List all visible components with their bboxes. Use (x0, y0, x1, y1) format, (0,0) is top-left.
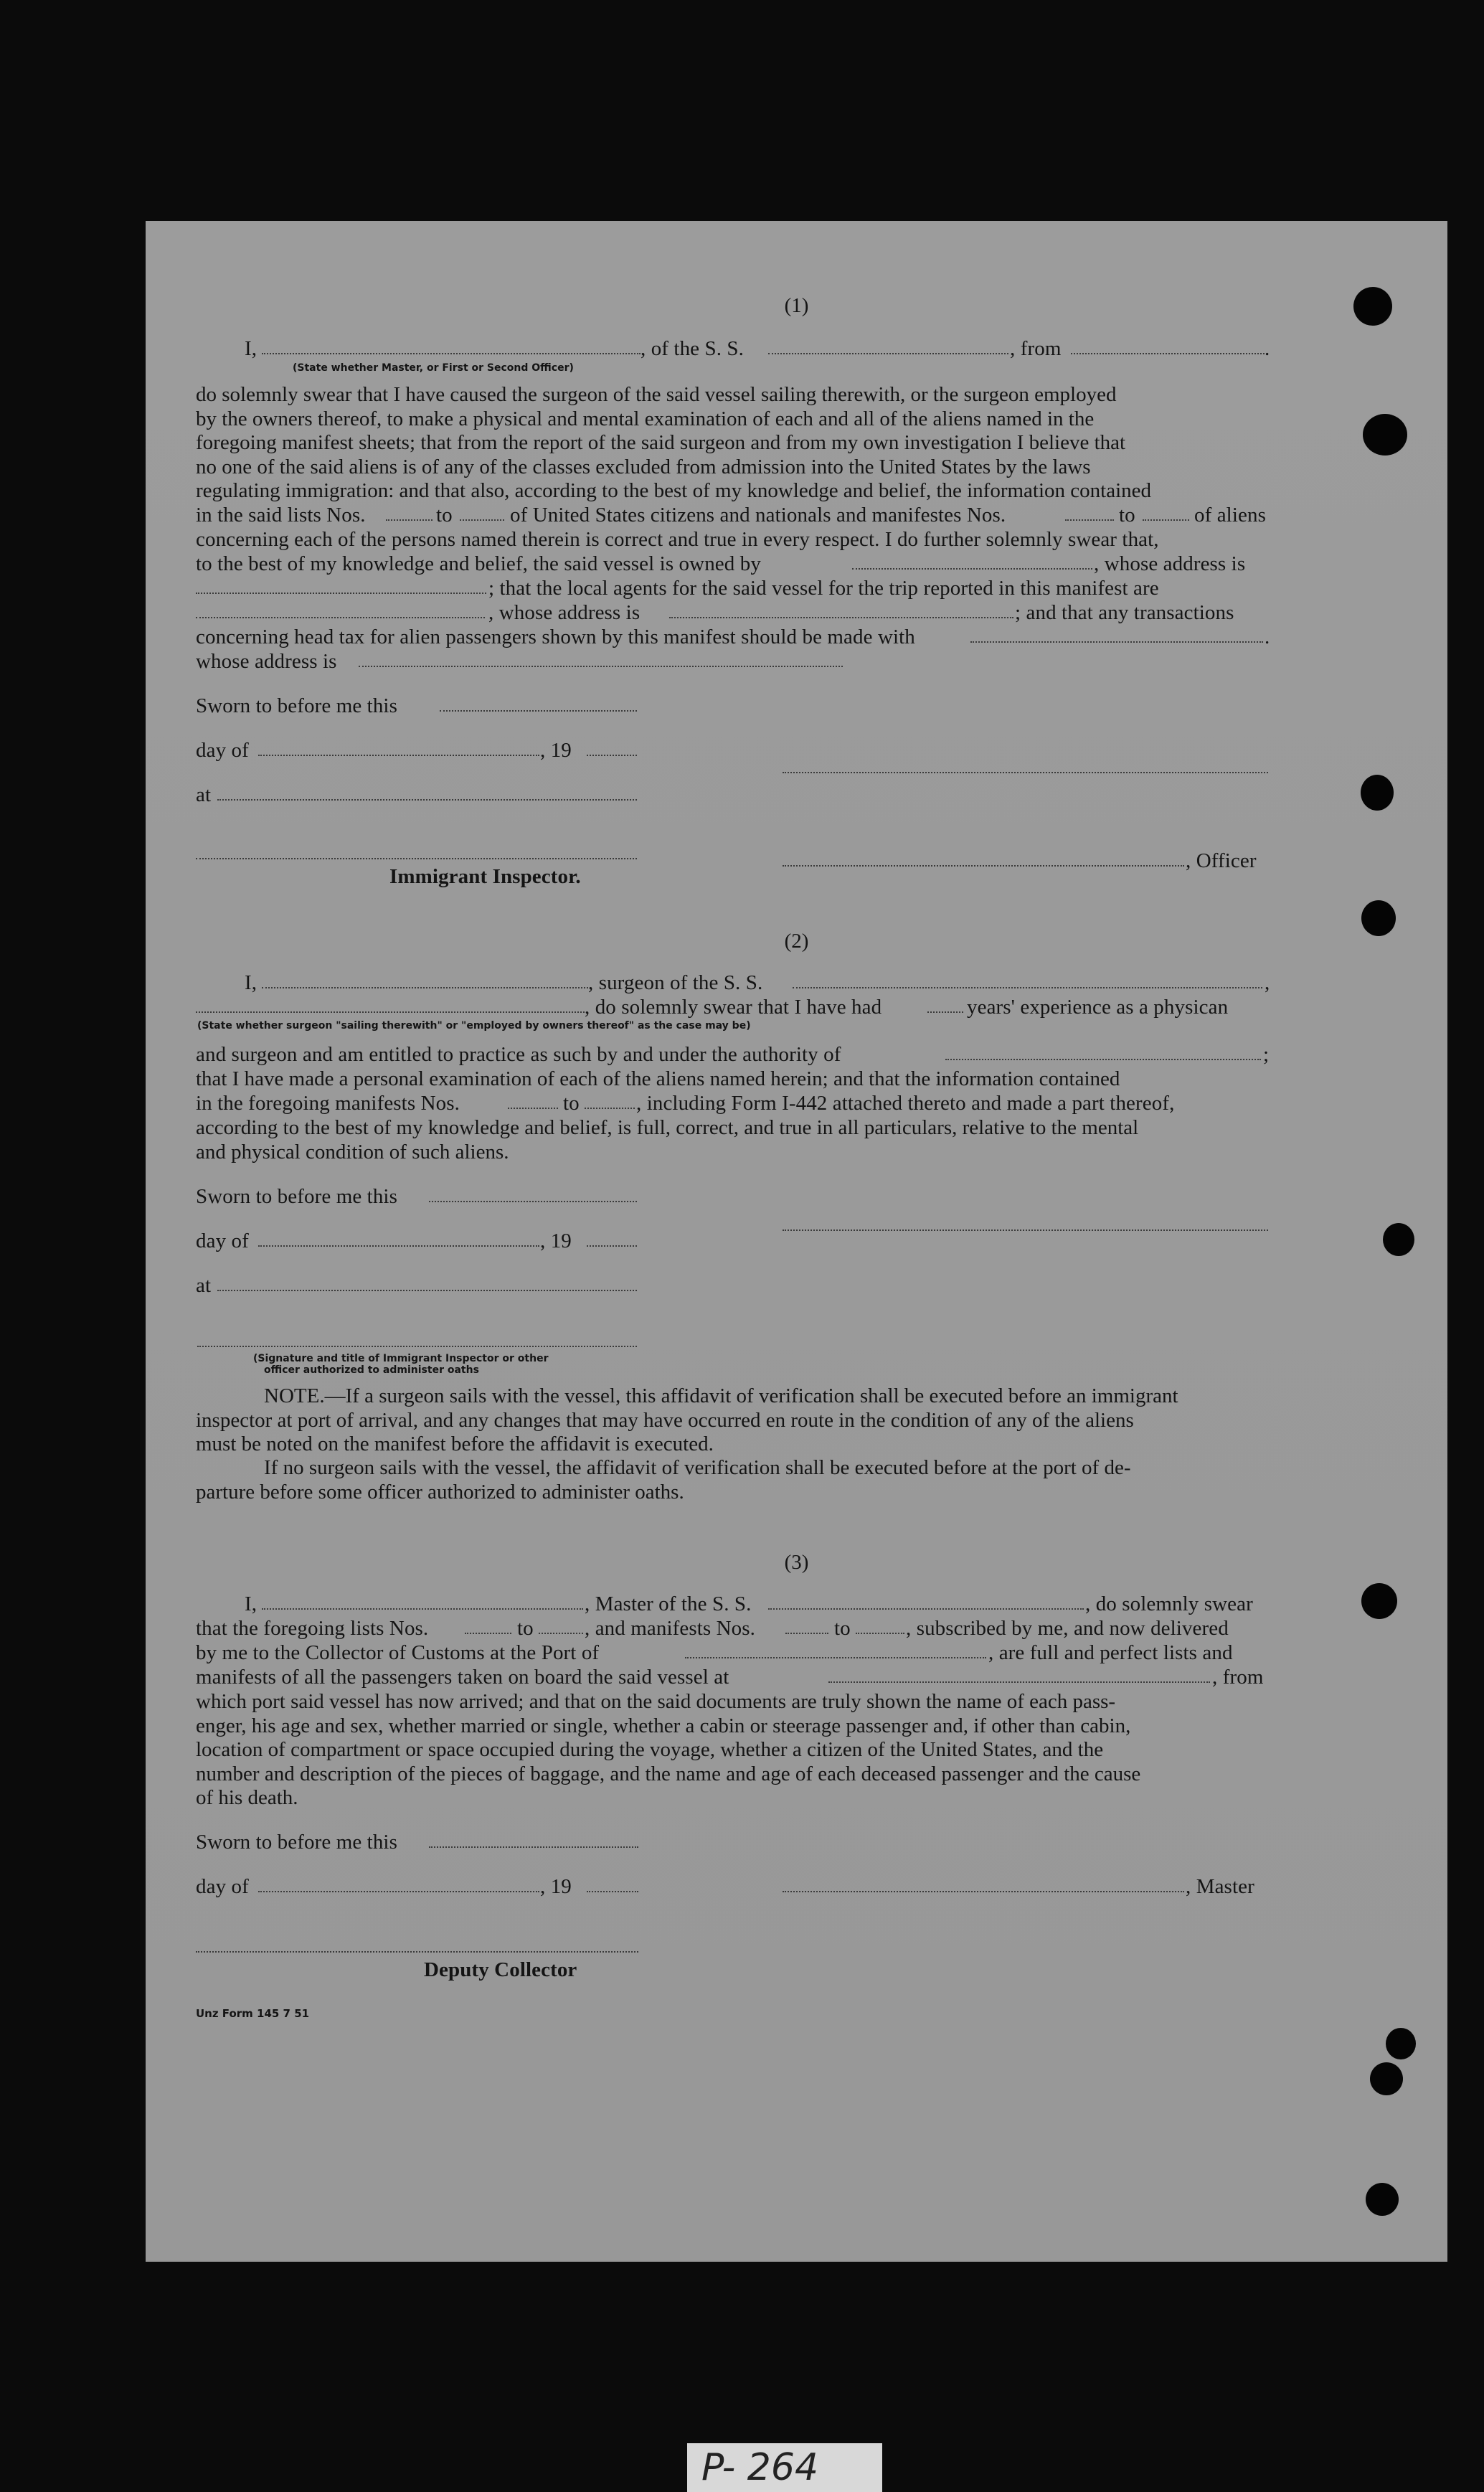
s2-manifests-to-label: to (563, 1092, 580, 1115)
s2-swear-label: , do solemnly swear that I have had (585, 996, 882, 1019)
s1-immigrant-inspector-label: Immigrant Inspector. (389, 865, 581, 888)
binder-hole (1361, 900, 1396, 936)
s1-from-label: , from (1010, 337, 1062, 360)
form-sheet (146, 221, 1447, 2262)
s3-para-line: of his death. (196, 1786, 298, 1809)
section-number-2: (2) (784, 930, 809, 953)
s1-manifests-from-line (1065, 519, 1114, 521)
s2-form-i442-label: , including Form I-442 attached thereto and made a part thereof, (636, 1092, 1175, 1115)
s1-i-label: I, (245, 337, 257, 360)
s1-headtax-label: concerning head tax for alien passengers shown by this manifest should be made with (196, 626, 915, 648)
s3-manifests-to-label: to (834, 1617, 851, 1640)
s3-port-line (685, 1657, 986, 1658)
s2-examination-paragraph-2 (196, 1116, 1268, 1164)
s1-owned-by-label: to the best of my knowledge and belief, the said vessel is owned by (196, 552, 761, 575)
s1-vessel-name-line (768, 353, 1008, 354)
s3-master-label: , Master of the S. S. (585, 1592, 752, 1615)
s3-master-name-line (262, 1608, 583, 1610)
s1-day-of-label: day of (196, 739, 249, 762)
s1-lists-from-line (386, 519, 433, 521)
note-line: inspector at port of arrival, and any changes that may have occurred en route in the condition of any of the aliens (196, 1408, 1134, 1432)
binder-hole (1361, 775, 1394, 811)
s2-note-paragraph-2 (196, 1456, 1268, 1504)
s3-manifests-from-line (785, 1633, 828, 1634)
s3-para-line: enger, his age and sex, whether married or single, whether a cabin or steerage passenger and, if other than cabin, (196, 1714, 1131, 1737)
s2-at-place-line (217, 1290, 637, 1291)
s2-examination-paragraph (196, 1067, 1268, 1092)
s1-year-label: , 19 (540, 739, 572, 762)
s2-sworn-day-line (429, 1201, 637, 1202)
s2-at-label: at (196, 1274, 212, 1297)
s1-agents-label: ; that the local agents for the said vessel for the trip reported in this manifest are (488, 577, 1159, 600)
s1-officer-line (783, 865, 1184, 867)
s3-master-title: , Master (1186, 1875, 1254, 1898)
s3-deputy-collector-label: Deputy Collector (424, 1958, 577, 1981)
s2-year-label: , 19 (540, 1230, 572, 1252)
s1-officer-label: , Officer (1186, 849, 1257, 872)
s3-para-line: number and description of the pieces of baggage, and the name and age of each deceased passenger and the cause (196, 1762, 1141, 1785)
s3-month-line (258, 1891, 539, 1892)
s3-vessel-name-line (768, 1608, 1084, 1610)
s3-sworn-label: Sworn to before me this (196, 1831, 397, 1854)
s2-note-paragraph (196, 1384, 1268, 1457)
s1-ss-label: , of the S. S. (641, 337, 744, 360)
s1-whose-address-line (359, 666, 843, 667)
s2-authority-label: and surgeon and am entitled to practice as such by and under the authority of (196, 1043, 841, 1066)
s1-at-place-line (217, 799, 637, 801)
s2-month-line (258, 1245, 539, 1247)
s2-surgeon-type-caption: (State whether surgeon "sailing therewith" or "employed by owners thereof" as the case may be) (197, 1020, 751, 1032)
s2-inspector-signature-line (197, 1346, 637, 1347)
binder-hole (1361, 1583, 1397, 1619)
s3-lists-to-label: to (517, 1617, 534, 1640)
s3-lists-from-line (465, 1633, 511, 1634)
s1-signature-line (783, 772, 1268, 773)
s1-headtax-period: . (1265, 626, 1270, 648)
s3-delivered-label: , subscribed by me, and now delivered (906, 1617, 1229, 1640)
s2-para-line: that I have made a personal examination of each of the aliens named herein; and that the information contained (196, 1067, 1120, 1090)
s2-vessel-name-line (793, 987, 1262, 988)
s2-years-label: years' experience as a physican (967, 996, 1229, 1019)
s1-month-line (258, 755, 539, 756)
s2-manifests-label: in the foregoing manifests Nos. (196, 1092, 460, 1115)
s2-day-of-label: day of (196, 1230, 249, 1252)
s1-year-line (587, 755, 637, 756)
s1-lists-to-label: to (436, 504, 453, 527)
s3-full-perfect-label: , are full and perfect lists and (988, 1641, 1233, 1664)
s3-from-label: , from (1212, 1666, 1264, 1689)
s1-whose-address-label: whose address is (196, 650, 337, 673)
s1-lists-to-line (460, 519, 504, 521)
s2-signature-caption: (Signature and title of Immigrant Inspector or other (253, 1353, 549, 1364)
s2-sworn-label: Sworn to before me this (196, 1185, 397, 1208)
s1-from-port-line (1071, 353, 1265, 354)
s3-year-line (587, 1891, 638, 1892)
section-number-1: (1) (784, 294, 809, 317)
s1-agents-address-label: , whose address is (488, 601, 641, 624)
note-line: must be noted on the manifest before the affidavit is executed. (196, 1433, 714, 1455)
s1-officer-rank-line (262, 353, 641, 354)
s1-para-line: no one of the said aliens is of any of the classes excluded from admission into the United States by the laws (196, 455, 1091, 478)
s2-manifests-from-line (508, 1108, 558, 1109)
s1-transactions-label: ; and that any transactions (1015, 601, 1234, 624)
s1-para-line: regulating immigration: and that also, according to the best of my knowledge and belief, the information contained (196, 479, 1152, 502)
s3-manifests-to-line (856, 1633, 904, 1634)
s3-lists-label: that the foregoing lists Nos. (196, 1617, 429, 1640)
s2-signature-caption: officer authorized to administer oaths (264, 1364, 479, 1376)
s1-inspector-signature-line (196, 858, 637, 859)
binder-hole (1386, 2028, 1416, 2059)
s1-manifests-label: of United States citizens and nationals and manifestes Nos. (510, 504, 1006, 527)
s2-comma: , (1265, 971, 1270, 994)
s2-signature-line (783, 1230, 1268, 1231)
s1-para-line: by the owners thereof, to make a physical and mental examination of each and all of the aliens named in the (196, 407, 1095, 430)
s3-swear-label: , do solemnly swear (1085, 1592, 1253, 1615)
s1-of-aliens-label: of aliens (1194, 504, 1266, 527)
form-number: Unz Form 145 7 51 (196, 2007, 310, 2020)
s2-authority-line (945, 1059, 1261, 1060)
s1-period: . (1265, 337, 1270, 360)
s3-boarded-port-line (828, 1681, 1210, 1683)
page-label: P- 264 (687, 2443, 882, 2492)
s1-owner-line (852, 568, 1092, 570)
s3-boarded-label: manifests of all the passengers taken on board the said vessel at (196, 1666, 729, 1689)
s2-manifests-to-line (585, 1108, 635, 1109)
binder-hole (1366, 2183, 1399, 2216)
s2-surgeon-name-line (262, 987, 588, 988)
s2-years-line (927, 1011, 963, 1013)
s3-para-line: which port said vessel has now arrived; and that on the said documents are truly shown the name of each pass- (196, 1690, 1116, 1713)
s3-i-label: I, (245, 1592, 257, 1615)
s1-concerning-line: concerning each of the persons named therein is correct and true in every respect. I do further solemnly swear that, (196, 528, 1159, 551)
binder-hole (1383, 1223, 1414, 1256)
s1-para-line: do solemnly swear that I have caused the surgeon of the said vessel sailing therewith, or the surgeon employed (196, 383, 1117, 406)
s1-lists-label: in the said lists Nos. (196, 504, 366, 527)
s3-sworn-day-line (429, 1846, 638, 1848)
s3-collector-signature-line (196, 1951, 638, 1953)
s3-declaration-paragraph (196, 1690, 1268, 1811)
s2-semicolon: ; (1263, 1043, 1270, 1066)
s3-day-of-label: day of (196, 1875, 249, 1898)
binder-hole (1353, 287, 1392, 326)
binder-hole (1370, 2062, 1403, 2095)
s1-sworn-label: Sworn to before me this (196, 694, 397, 717)
s3-manifests-label: , and manifests Nos. (585, 1617, 755, 1640)
s2-surgeon-type-line (196, 1011, 585, 1013)
s2-i-label: I, (245, 971, 257, 994)
s3-para-line: location of compartment or space occupied during the voyage, whether a citizen of the United States, and the (196, 1738, 1104, 1761)
section-number-3: (3) (784, 1551, 809, 1574)
s1-agents-address-line (669, 617, 1013, 618)
note-line: NOTE.—If a surgeon sails with the vessel, this affidavit of verification shall be executed before an immigrant (264, 1384, 1178, 1407)
s1-agents-line (196, 617, 485, 618)
s1-manifests-to-line (1143, 519, 1189, 521)
s2-year-line (587, 1245, 637, 1247)
s1-owner-address-line (196, 593, 486, 594)
s1-at-label: at (196, 783, 212, 806)
s3-master-signature-line (783, 1891, 1184, 1892)
s3-port-label: by me to the Collector of Customs at the Port of (196, 1641, 600, 1664)
note-line: If no surgeon sails with the vessel, the affidavit of verification shall be executed before at the port of de- (264, 1456, 1131, 1479)
binder-hole (1363, 414, 1407, 456)
s2-para-line: according to the best of my knowledge and belief, is full, correct, and true in all particulars, relative to the mental (196, 1116, 1139, 1139)
s1-para-line: foregoing manifest sheets; that from the report of the said surgeon and from my own investigation I believe that (196, 431, 1126, 454)
note-line: parture before some officer authorized to administer oaths. (196, 1480, 684, 1504)
s2-para-line: and physical condition of such aliens. (196, 1140, 509, 1164)
s3-year-label: , 19 (540, 1875, 572, 1898)
s3-lists-to-line (539, 1633, 583, 1634)
s1-rank-caption: (State whether Master, or First or Second Officer) (293, 362, 574, 374)
s1-manifests-to-label: to (1119, 504, 1135, 527)
s1-owner-address-label: , whose address is (1094, 552, 1246, 575)
s2-surgeon-label: , surgeon of the S. S. (588, 971, 763, 994)
s1-sworn-day-line (440, 710, 637, 712)
s1-oath-paragraph (196, 383, 1268, 504)
s1-headtax-line (970, 641, 1263, 643)
